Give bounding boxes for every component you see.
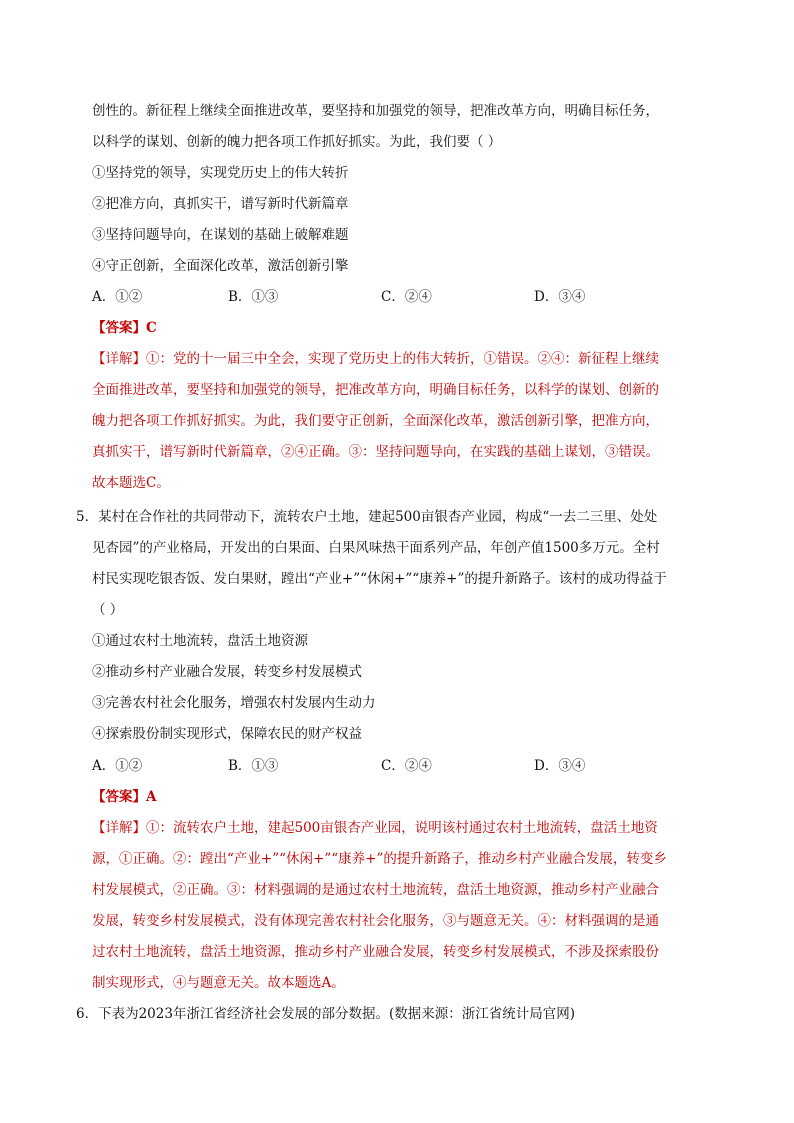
q4-choice-c: C．②④ [381, 289, 432, 305]
q5-option-2: ②推动乡村产业融合发展，转变乡村发展模式 [92, 664, 362, 680]
q5-detail-line: 过农村土地流转，盘活土地资源，推动乡村产业融合发展，转变乡村发展模式，不涉及探索股份 [92, 944, 659, 960]
q5-choices [92, 756, 732, 776]
q5-choice-a: A．①② [92, 758, 143, 774]
q5-option-1: ①通过农村土地流转，盘活土地资源 [92, 633, 308, 649]
q4-choice-d: D．③④ [534, 289, 586, 305]
q5-choice-d: D．③④ [534, 758, 586, 774]
q5-detail-line: 发展，转变乡村发展模式，没有体现完善农村社会化服务，③与题意无关。④：材料强调的是通 [92, 913, 659, 929]
q4-detail-line: 【详解】①：党的十一届三中全会，实现了党历史上的伟大转折，①错误。②④：新征程上继续 [92, 351, 659, 367]
q4-detail-line: 故本题选C。 [92, 475, 170, 491]
q5-choice-c: C．②④ [381, 758, 432, 774]
q5-detail-line: 【详解】①：流转农户土地，建起500亩银杏产业园，说明该村通过农村土地流转，盘活土地资 [92, 820, 658, 836]
q5-option-3: ③完善农村社会化服务，增强农村发展内生动力 [92, 695, 376, 711]
q5-choice-b: B．①③ [228, 758, 279, 774]
q5-detail-line: 制实现形式，④与题意无关。故本题选A。 [92, 975, 345, 991]
q4-detail-line: 全面推进改革，要坚持和加强党的领导，把准改革方向，明确目标任务，以科学的谋划、创新的 [92, 382, 659, 398]
q5-stem-line: （ ） [92, 602, 124, 618]
q5-stem-line: 见杏园”的产业格局，开发出的白果面、白果风味热干面系列产品，年创产值1500多万元。全村 [92, 540, 660, 556]
q4-stem-line: 创性的。新征程上继续全面推进改革，要坚持和加强党的领导，把准改革方向，明确目标任务， [92, 103, 659, 119]
q4-option-3: ③坚持问题导向，在谋划的基础上破解难题 [92, 227, 349, 243]
q5-stem-line: 村民实现吃银杏饭、发白果财，蹚出“产业+”“休闲+”“康养+”的提升新路子。该村的成功得益于 [92, 571, 667, 587]
q5-stem-line: 5．某村在合作社的共同带动下，流转农户土地，建起500亩银杏产业园，构成“一去二三里、处处 [76, 509, 658, 525]
q5-answer: 【答案】A [92, 789, 157, 805]
q5-option-4: ④探索股份制实现形式，保障农民的财产权益 [92, 726, 362, 742]
q4-stem-line: 以科学的谋划、创新的魄力把各项工作抓好抓实。为此，我们要（ ） [92, 134, 502, 150]
q4-option-2: ②把准方向，真抓实干，谱写新时代新篇章 [92, 196, 349, 212]
q4-option-4: ④守正创新，全面深化改革，激活创新引擎 [92, 258, 349, 274]
q4-detail-line: 真抓实干，谱写新时代新篇章，②④正确。③：坚持问题导向，在实践的基础上谋划，③错误。 [92, 444, 659, 460]
q4-choice-b: B．①③ [228, 289, 279, 305]
q5-detail-line: 村发展模式，②正确。③：材料强调的是通过农村土地流转，盘活土地资源，推动乡村产业融合 [92, 882, 659, 898]
q6-stem-line: 6．下表为2023年浙江省经济社会发展的部分数据。(数据来源：浙江省统计局官网) [76, 1006, 575, 1022]
q4-detail-line: 魄力把各项工作抓好抓实。为此，我们要守正创新，全面深化改革，激活创新引擎，把准方向， [92, 413, 659, 429]
q5-detail-line: 源，①正确。②：蹚出“产业+”“休闲+”“康养+”的提升新路子，推动乡村产业融合发展，转变乡 [92, 851, 667, 867]
q4-answer: 【答案】C [92, 320, 157, 336]
q4-choice-a: A．①② [92, 289, 143, 305]
q4-option-1: ①坚持党的领导，实现党历史上的伟大转折 [92, 165, 349, 181]
q4-choices [92, 287, 732, 307]
